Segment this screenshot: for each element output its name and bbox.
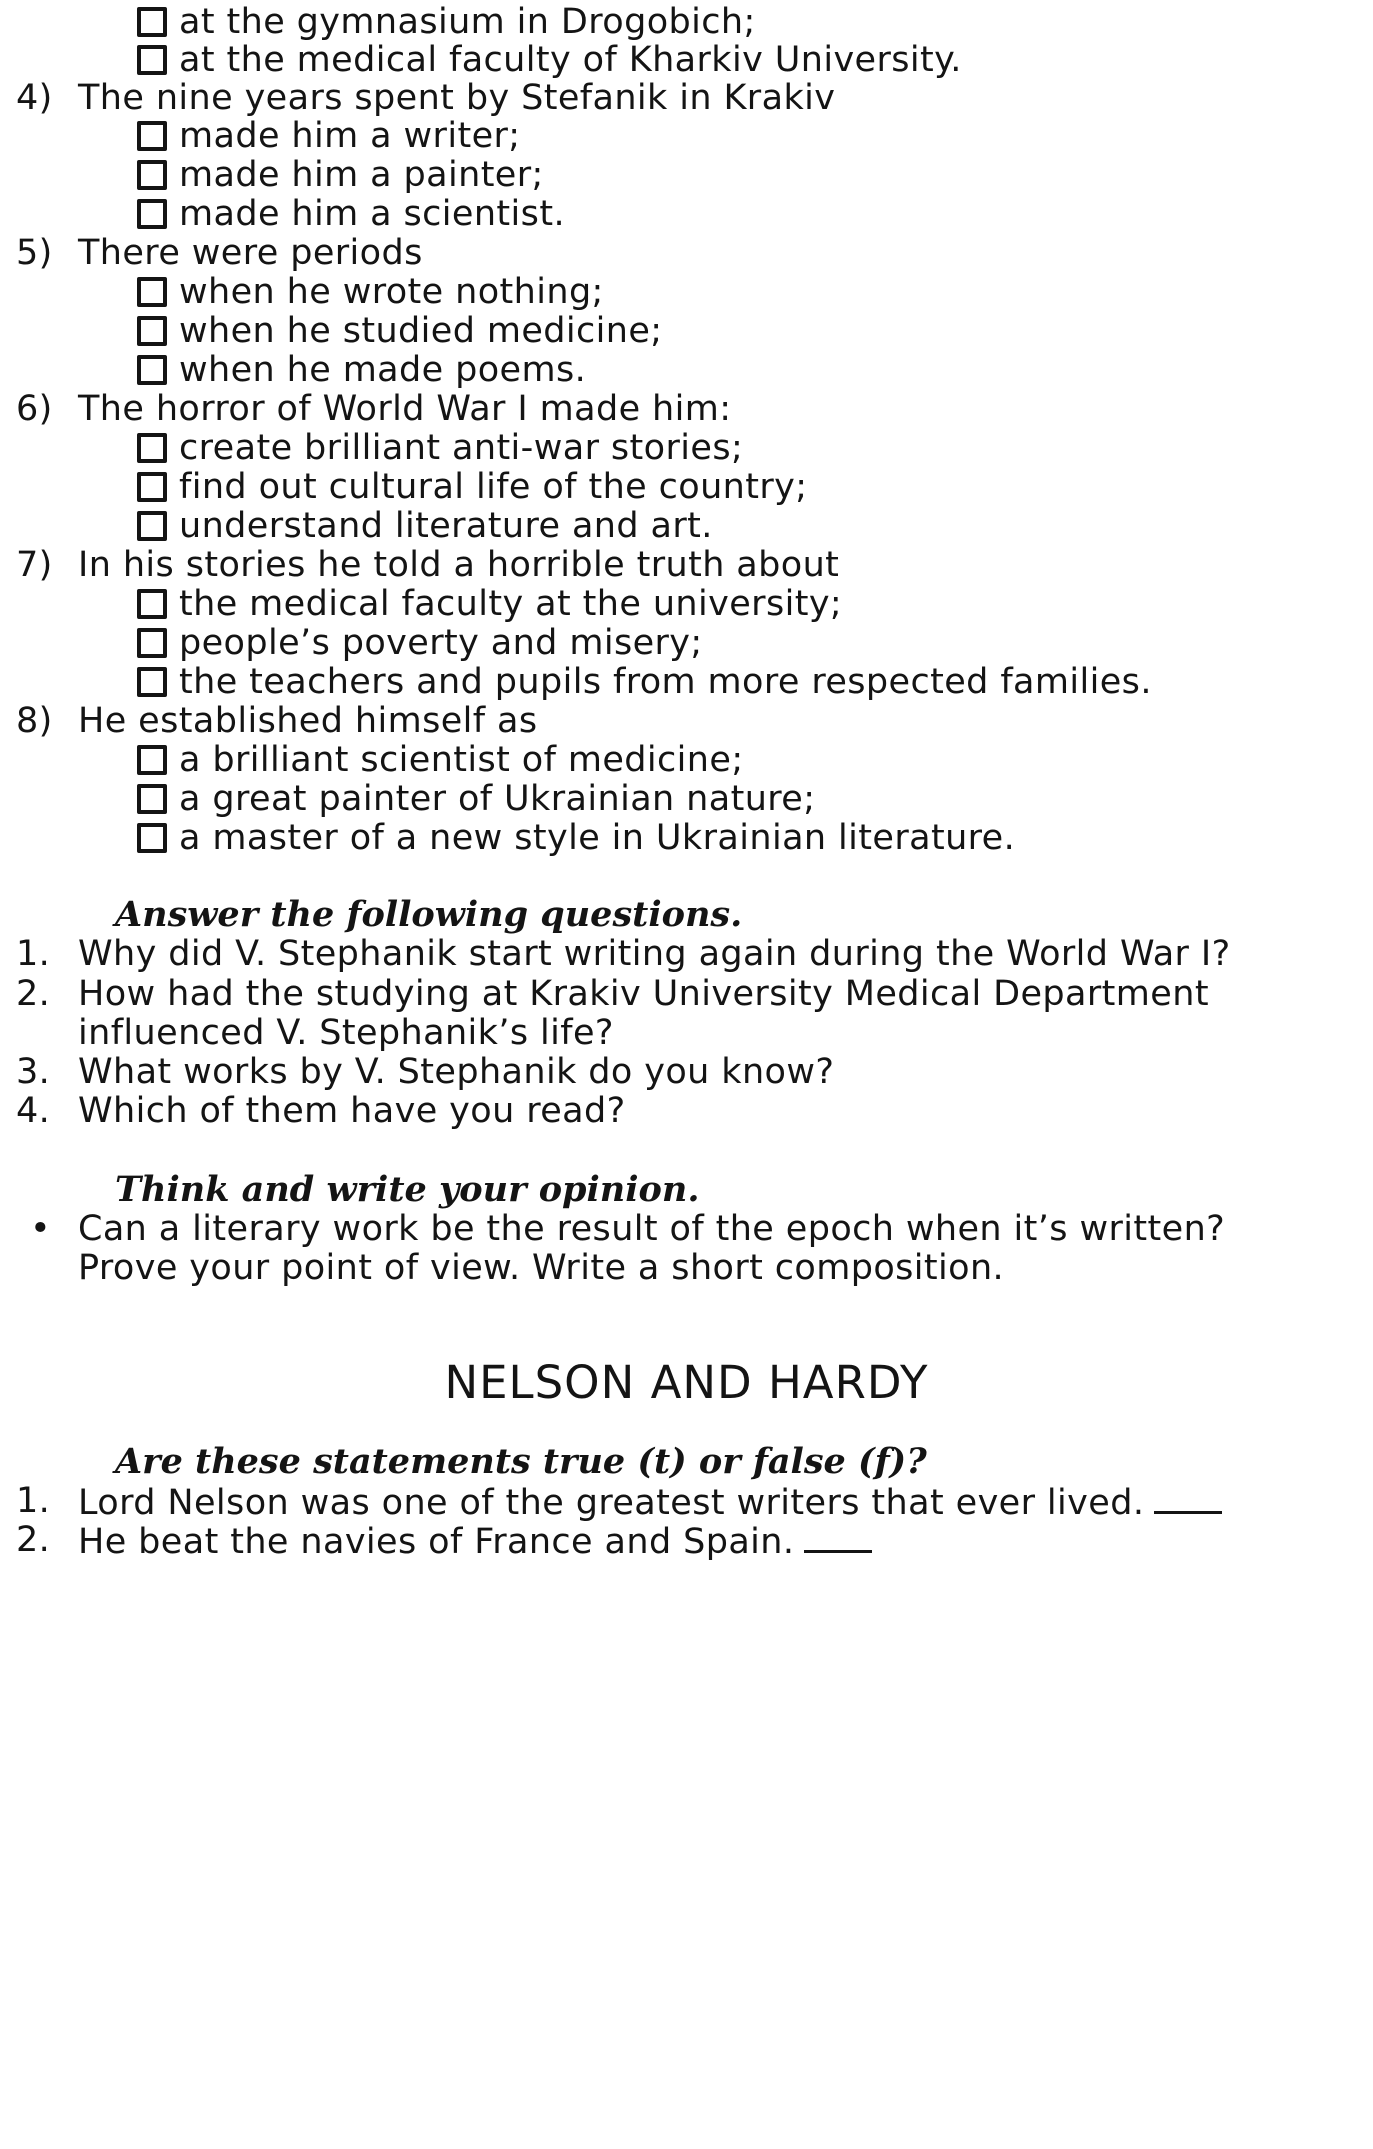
answer-blank[interactable]	[1154, 1481, 1222, 1514]
question-number: 4)	[16, 78, 53, 118]
checkbox[interactable]	[137, 277, 167, 307]
option-text: made him a writer;	[179, 116, 521, 156]
checkbox[interactable]	[137, 628, 167, 658]
question-text: Why did V. Stephanik start writing again during the World War I?	[78, 934, 1231, 974]
question-text: The horror of World War I made him:	[78, 389, 732, 429]
statement-number: 2.	[16, 1520, 51, 1560]
statement-text: Lord Nelson was one of the greatest writers that ever lived.	[78, 1483, 1145, 1523]
question-number: 5)	[16, 233, 53, 273]
checkbox[interactable]	[137, 355, 167, 385]
checkbox[interactable]	[137, 316, 167, 346]
option-text: the medical faculty at the university;	[179, 584, 843, 624]
checkbox[interactable]	[137, 472, 167, 502]
option-text: when he studied medicine;	[179, 311, 663, 351]
option-text: a master of a new style in Ukrainian literature.	[179, 818, 1016, 858]
checkbox[interactable]	[137, 745, 167, 775]
checkbox[interactable]	[137, 511, 167, 541]
opinion-section-heading: Think and write your opinion.	[115, 1169, 700, 1210]
question-number: 7)	[16, 545, 53, 585]
checkbox[interactable]	[137, 784, 167, 814]
question-text: How had the studying at Krakiv University Medical Department	[78, 974, 1209, 1014]
question-number: 4.	[16, 1091, 51, 1131]
option-text: find out cultural life of the country;	[179, 467, 808, 507]
option-text: the teachers and pupils from more respected families.	[179, 662, 1152, 702]
checkbox[interactable]	[137, 667, 167, 697]
question-text: In his stories he told a horrible truth about	[78, 545, 840, 585]
checkbox[interactable]	[137, 589, 167, 619]
statement-row	[78, 1481, 1222, 1523]
question-text: influenced V. Stephanik’s life?	[78, 1013, 614, 1053]
option-text: understand literature and art.	[179, 506, 713, 546]
checkbox[interactable]	[137, 433, 167, 463]
true-false-heading: Are these statements true (t) or false (f)?	[115, 1441, 927, 1482]
question-number: 3.	[16, 1052, 51, 1092]
opinion-text: Can a literary work be the result of the epoch when it’s written?	[78, 1209, 1226, 1249]
option-text: made him a painter;	[179, 155, 544, 195]
option-text: made him a scientist.	[179, 194, 565, 234]
question-number: 6)	[16, 389, 53, 429]
option-text: people’s poverty and misery;	[179, 623, 703, 663]
option-text: create brilliant anti-war stories;	[179, 428, 744, 468]
answer-blank[interactable]	[804, 1520, 872, 1553]
question-number: 2.	[16, 974, 51, 1014]
option-text: a brilliant scientist of medicine;	[179, 740, 744, 780]
checkbox[interactable]	[137, 121, 167, 151]
statement-number: 1.	[16, 1481, 51, 1521]
option-text: when he wrote nothing;	[179, 272, 604, 312]
question-text: The nine years spent by Stefanik in Krakiv	[78, 78, 836, 118]
checkbox[interactable]	[137, 7, 167, 37]
option-text: a great painter of Ukrainian nature;	[179, 779, 816, 819]
checkbox[interactable]	[137, 160, 167, 190]
question-text: Which of them have you read?	[78, 1091, 626, 1131]
bullet: •	[30, 1209, 52, 1249]
opinion-text: Prove your point of view. Write a short composition.	[78, 1248, 1005, 1288]
statement-text: He beat the navies of France and Spain.	[78, 1522, 795, 1562]
question-text: There were periods	[78, 233, 423, 273]
checkbox[interactable]	[137, 45, 167, 75]
question-number: 1.	[16, 934, 51, 974]
section-title: NELSON AND HARDY	[444, 1356, 929, 1409]
question-text: What works by V. Stephanik do you know?	[78, 1052, 835, 1092]
option-text: at the medical faculty of Kharkiv University.	[179, 40, 962, 80]
question-text: He established himself as	[78, 701, 538, 741]
answer-section-heading: Answer the following questions.	[115, 894, 743, 935]
question-number: 8)	[16, 701, 53, 741]
checkbox[interactable]	[137, 199, 167, 229]
option-text: when he made poems.	[179, 350, 587, 390]
checkbox[interactable]	[137, 823, 167, 853]
option-text: at the gymnasium in Drogobich;	[179, 2, 756, 42]
statement-row	[78, 1520, 872, 1562]
